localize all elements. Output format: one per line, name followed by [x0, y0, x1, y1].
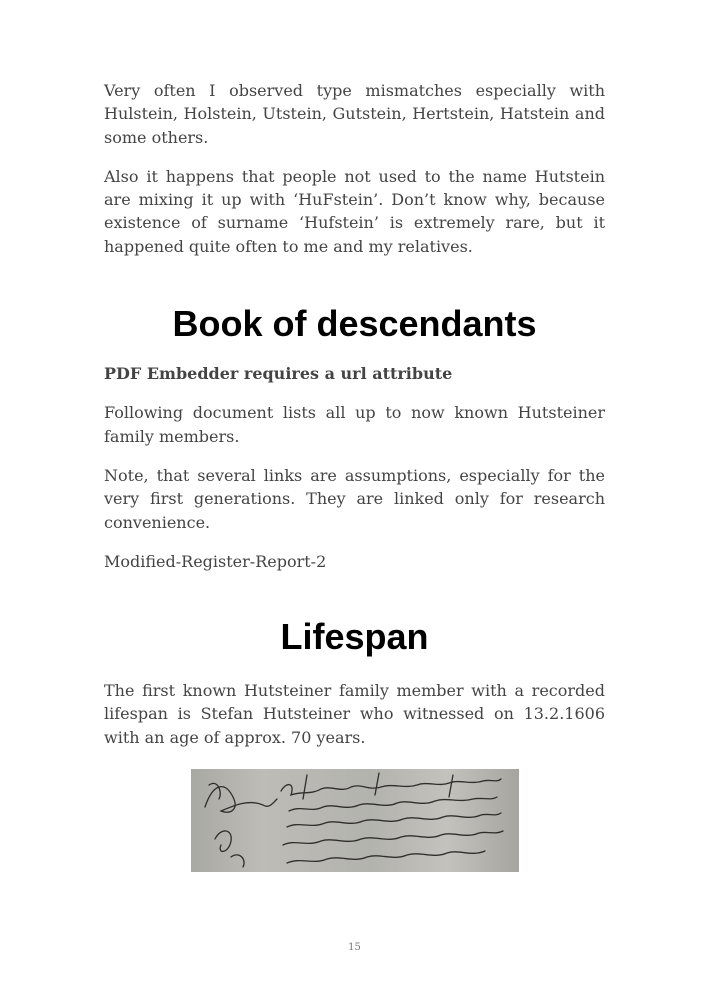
heading-lifespan: Lifespan	[280, 616, 429, 658]
handwriting-strokes	[191, 769, 519, 872]
report-link[interactable]: Modified-Register-Report-2	[104, 551, 327, 571]
heading-book-of-descendants: Book of descendants	[172, 303, 537, 345]
paragraph-first-known-member: The first known Hutsteiner family member with a recorded lifespan is Stefan Hutsteiner who witnessed on 13.2.1606 with an age of approx. 70 years.	[104, 681, 605, 747]
page-number: 15	[348, 942, 361, 953]
paragraph-assumptions-note: Note, that several links are assumptions, especially for the very first generations. They are linked only for research convenience.	[104, 465, 605, 532]
paragraph-hufstein: Also it happens that people not used to the name Hutstein are mixing it up with ‘HuFstein’. Don’t know why, because existence of surname ‘Hufstein’ is extremely rare, but it happened quite often to me and my relatives.	[104, 166, 605, 256]
document-page	[104, 79, 605, 872]
paragraph-document-lists: Following document lists all up to now known Hutsteiner family members.	[104, 403, 605, 446]
pdf-embedder-notice: PDF Embedder requires a url attribute	[104, 364, 453, 384]
handwritten-record-image	[191, 769, 519, 872]
paragraph-type-mismatches: Very often I observed type mismatches especially with Hulstein, Holstein, Utstein, Gutstein, Hertstein, Hatstein and some others.	[104, 81, 605, 147]
